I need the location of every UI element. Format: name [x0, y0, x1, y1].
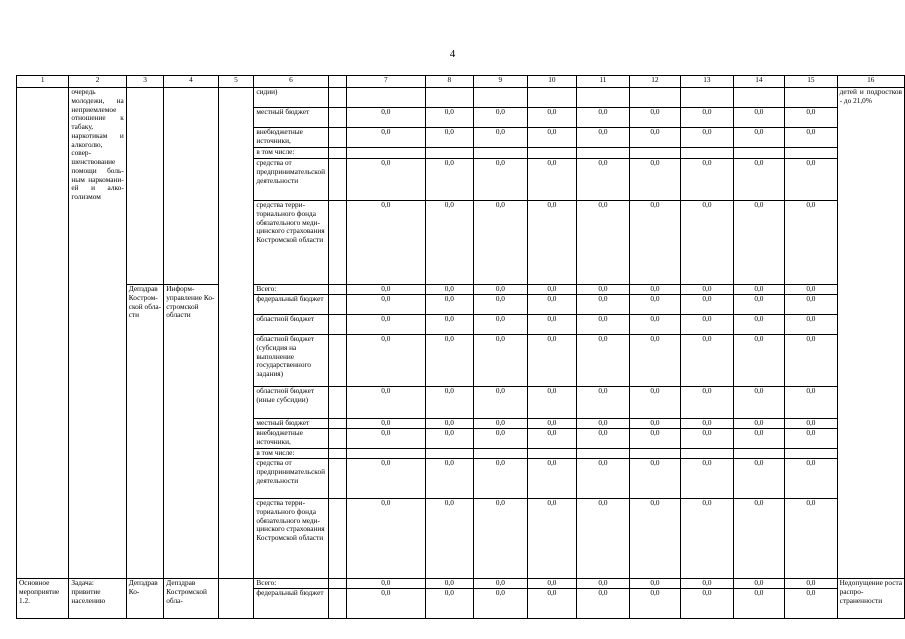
measure-name: Основное мероприятие 1.2.	[17, 579, 69, 619]
value-cell: 0,0	[681, 579, 733, 589]
value-cell: 0,0	[425, 589, 474, 619]
value-cell	[425, 88, 474, 108]
value-cell: 0,0	[681, 459, 733, 499]
value-cell: 0,0	[425, 459, 474, 499]
task-description: очередь молодежи, на неприемлемое отношение к табаку, наркотикам и алкоголю, совершенствование помощи больным наркоманией и алкоголизмом	[69, 88, 126, 579]
value-cell: 0,0	[347, 295, 425, 315]
value-cell: 0,0	[425, 285, 474, 295]
header-cell: 5	[218, 76, 254, 88]
value-cell: 0,0	[733, 108, 785, 128]
value-cell: 0,0	[577, 579, 629, 589]
value-cell	[474, 88, 527, 108]
value-cell: 0,0	[527, 108, 577, 128]
value-cell: 0,0	[527, 335, 577, 387]
value-cell: 0,0	[681, 315, 733, 335]
value-cell: 0,0	[527, 499, 577, 579]
value-cell	[425, 449, 474, 459]
source-label: областной бюджет (иные субсидии)	[254, 387, 328, 419]
value-cell: 0,0	[681, 159, 733, 201]
table-row	[17, 579, 905, 589]
value-cell: 0,0	[785, 459, 837, 499]
value-cell: 0,0	[347, 419, 425, 429]
value-cell: 0,0	[577, 159, 629, 201]
value-cell	[733, 449, 785, 459]
value-cell	[681, 88, 733, 108]
value-cell	[733, 88, 785, 108]
table-row	[17, 285, 905, 295]
value-cell	[347, 88, 425, 108]
source-label: в том числе:	[254, 148, 328, 159]
value-cell: 0,0	[733, 295, 785, 315]
page-number: 4	[449, 48, 456, 60]
value-cell	[347, 148, 425, 159]
value-cell: 0,0	[474, 159, 527, 201]
value-cell: 0,0	[733, 335, 785, 387]
value-cell: 0,0	[785, 295, 837, 315]
value-cell: 0,0	[733, 579, 785, 589]
value-cell: 0,0	[347, 387, 425, 419]
value-cell	[629, 88, 681, 108]
value-cell	[785, 449, 837, 459]
value-cell: 0,0	[347, 579, 425, 589]
value-cell: 0,0	[629, 201, 681, 285]
source-label: средства от предпринимательской деятельности	[254, 459, 328, 499]
spacer-cell	[328, 589, 346, 619]
value-cell: 0,0	[681, 108, 733, 128]
value-cell: 0,0	[629, 315, 681, 335]
spacer-cell	[328, 335, 346, 387]
result-indicator: детей и подростков - до 21,0%	[837, 88, 904, 579]
value-cell: 0,0	[629, 429, 681, 449]
value-cell: 0,0	[425, 419, 474, 429]
value-cell: 0,0	[347, 499, 425, 579]
value-cell: 0,0	[527, 387, 577, 419]
header-cell: 15	[785, 76, 837, 88]
value-cell	[577, 88, 629, 108]
spacer-cell	[328, 295, 346, 315]
value-cell: 0,0	[629, 335, 681, 387]
value-cell: 0,0	[347, 108, 425, 128]
header-cell: 13	[681, 76, 733, 88]
value-cell: 0,0	[425, 295, 474, 315]
source-label: средства территориального фонда обязательного медицинского страхования Костромской области	[254, 201, 328, 285]
col1-cell	[17, 88, 69, 579]
value-cell	[425, 148, 474, 159]
col5-cell	[218, 88, 254, 579]
col5-cell	[218, 579, 254, 619]
source-label: сидии)	[254, 88, 328, 108]
source-label: Всего:	[254, 285, 328, 295]
value-cell: 0,0	[733, 159, 785, 201]
spacer-cell	[328, 285, 346, 295]
source-label: средства территориального фонда обязательного медицинского страхования Костромской области	[254, 499, 328, 579]
executor-cell: Депздрав Ко-	[126, 579, 164, 619]
value-cell: 0,0	[577, 499, 629, 579]
source-label: федеральный бюджет	[254, 295, 328, 315]
value-cell: 0,0	[474, 387, 527, 419]
source-label: внебюджетные источники,	[254, 128, 328, 148]
value-cell: 0,0	[785, 589, 837, 619]
participant-cell: Информуправление Костромской области	[164, 285, 218, 579]
spacer-cell	[328, 429, 346, 449]
value-cell: 0,0	[425, 387, 474, 419]
value-cell: 0,0	[347, 429, 425, 449]
table-row	[17, 88, 905, 108]
executor-cell: Депздрав Костромской области	[126, 285, 164, 579]
value-cell: 0,0	[629, 579, 681, 589]
value-cell: 0,0	[577, 459, 629, 499]
value-cell: 0,0	[577, 387, 629, 419]
value-cell	[527, 88, 577, 108]
spacer-cell	[328, 88, 346, 108]
value-cell	[474, 148, 527, 159]
header-cell: 14	[733, 76, 785, 88]
value-cell: 0,0	[347, 335, 425, 387]
value-cell	[577, 449, 629, 459]
value-cell: 0,0	[425, 159, 474, 201]
value-cell: 0,0	[577, 201, 629, 285]
value-cell: 0,0	[681, 285, 733, 295]
value-cell: 0,0	[474, 128, 527, 148]
value-cell: 0,0	[785, 315, 837, 335]
value-cell: 0,0	[785, 419, 837, 429]
spacer-cell	[328, 579, 346, 589]
spacer-cell	[328, 499, 346, 579]
value-cell: 0,0	[474, 295, 527, 315]
value-cell: 0,0	[577, 285, 629, 295]
spacer-cell	[328, 159, 346, 201]
value-cell: 0,0	[425, 429, 474, 449]
header-cell: 4	[164, 76, 218, 88]
value-cell: 0,0	[629, 387, 681, 419]
value-cell: 0,0	[785, 128, 837, 148]
value-cell: 0,0	[347, 459, 425, 499]
source-label: федеральный бюджет	[254, 589, 328, 619]
spacer-cell	[328, 148, 346, 159]
source-label: местный бюджет	[254, 108, 328, 128]
value-cell: 0,0	[527, 419, 577, 429]
value-cell: 0,0	[347, 315, 425, 335]
value-cell: 0,0	[733, 499, 785, 579]
value-cell: 0,0	[425, 335, 474, 387]
value-cell: 0,0	[681, 589, 733, 619]
value-cell: 0,0	[474, 579, 527, 589]
value-cell: 0,0	[629, 128, 681, 148]
source-label: областной бюджет (субсидия на выполнение государственного задания)	[254, 335, 328, 387]
value-cell	[785, 88, 837, 108]
value-cell: 0,0	[425, 499, 474, 579]
spacer-cell	[328, 459, 346, 499]
value-cell: 0,0	[681, 499, 733, 579]
value-cell: 0,0	[733, 429, 785, 449]
value-cell: 0,0	[681, 128, 733, 148]
value-cell: 0,0	[733, 589, 785, 619]
value-cell: 0,0	[527, 295, 577, 315]
header-cell: 1	[17, 76, 69, 88]
value-cell: 0,0	[577, 419, 629, 429]
value-cell: 0,0	[425, 108, 474, 128]
value-cell: 0,0	[347, 128, 425, 148]
header-cell: 8	[425, 76, 474, 88]
value-cell: 0,0	[347, 159, 425, 201]
value-cell: 0,0	[347, 589, 425, 619]
value-cell: 0,0	[681, 387, 733, 419]
value-cell: 0,0	[629, 589, 681, 619]
value-cell: 0,0	[527, 315, 577, 335]
header-cell: 10	[527, 76, 577, 88]
value-cell: 0,0	[577, 128, 629, 148]
header-cell: 3	[126, 76, 164, 88]
value-cell: 0,0	[425, 128, 474, 148]
value-cell: 0,0	[347, 285, 425, 295]
value-cell: 0,0	[474, 285, 527, 295]
spacer-cell	[328, 201, 346, 285]
value-cell: 0,0	[527, 128, 577, 148]
value-cell: 0,0	[733, 419, 785, 429]
value-cell	[347, 449, 425, 459]
value-cell: 0,0	[629, 295, 681, 315]
value-cell: 0,0	[629, 419, 681, 429]
source-label: средства от предпринимательской деятельности	[254, 159, 328, 201]
value-cell: 0,0	[474, 108, 527, 128]
value-cell: 0,0	[577, 315, 629, 335]
value-cell: 0,0	[733, 459, 785, 499]
value-cell: 0,0	[785, 387, 837, 419]
value-cell: 0,0	[629, 459, 681, 499]
value-cell: 0,0	[347, 201, 425, 285]
source-label: областной бюджет	[254, 315, 328, 335]
value-cell: 0,0	[527, 201, 577, 285]
value-cell: 0,0	[527, 459, 577, 499]
value-cell: 0,0	[681, 295, 733, 315]
value-cell: 0,0	[474, 201, 527, 285]
spacer-cell	[328, 449, 346, 459]
col4-cell	[164, 88, 218, 285]
value-cell	[474, 449, 527, 459]
spacer-cell	[328, 315, 346, 335]
value-cell: 0,0	[785, 159, 837, 201]
value-cell: 0,0	[785, 579, 837, 589]
value-cell: 0,0	[577, 429, 629, 449]
value-cell: 0,0	[527, 589, 577, 619]
value-cell	[629, 449, 681, 459]
value-cell: 0,0	[577, 295, 629, 315]
value-cell: 0,0	[785, 335, 837, 387]
value-cell: 0,0	[681, 429, 733, 449]
header-cell: 9	[474, 76, 527, 88]
value-cell: 0,0	[577, 108, 629, 128]
col3-cell	[126, 88, 164, 285]
value-cell: 0,0	[733, 201, 785, 285]
value-cell: 0,0	[629, 108, 681, 128]
value-cell: 0,0	[785, 429, 837, 449]
value-cell: 0,0	[577, 335, 629, 387]
value-cell: 0,0	[681, 335, 733, 387]
header-cell: 6	[254, 76, 328, 88]
value-cell	[681, 148, 733, 159]
value-cell: 0,0	[785, 201, 837, 285]
value-cell: 0,0	[474, 499, 527, 579]
value-cell: 0,0	[785, 108, 837, 128]
value-cell: 0,0	[474, 315, 527, 335]
header-cell: 11	[577, 76, 629, 88]
value-cell: 0,0	[527, 429, 577, 449]
spacer-cell	[328, 128, 346, 148]
value-cell: 0,0	[733, 387, 785, 419]
value-cell: 0,0	[629, 159, 681, 201]
value-cell	[733, 148, 785, 159]
value-cell: 0,0	[785, 285, 837, 295]
participant-cell: Депздрав Костромской обла-	[164, 579, 218, 619]
value-cell	[629, 148, 681, 159]
header-cell: 2	[69, 76, 126, 88]
value-cell: 0,0	[681, 201, 733, 285]
value-cell: 0,0	[629, 285, 681, 295]
header-cell: 7	[347, 76, 425, 88]
value-cell	[527, 148, 577, 159]
value-cell: 0,0	[733, 315, 785, 335]
value-cell: 0,0	[577, 589, 629, 619]
value-cell	[681, 449, 733, 459]
header-cell: 12	[629, 76, 681, 88]
value-cell: 0,0	[629, 499, 681, 579]
task-description: Задача: привитие населению	[69, 579, 126, 619]
value-cell: 0,0	[474, 429, 527, 449]
value-cell: 0,0	[681, 419, 733, 429]
value-cell: 0,0	[425, 201, 474, 285]
value-cell: 0,0	[733, 285, 785, 295]
value-cell: 0,0	[425, 315, 474, 335]
value-cell: 0,0	[425, 579, 474, 589]
spacer-cell	[328, 387, 346, 419]
value-cell	[785, 148, 837, 159]
source-label: в том числе:	[254, 449, 328, 459]
budget-table	[16, 75, 905, 619]
source-label: местный бюджет	[254, 419, 328, 429]
source-label: внебюджетные источники,	[254, 429, 328, 449]
value-cell: 0,0	[474, 459, 527, 499]
value-cell: 0,0	[733, 128, 785, 148]
value-cell: 0,0	[474, 589, 527, 619]
spacer-cell	[328, 108, 346, 128]
result-indicator: Недопущение роста распространенности	[837, 579, 904, 619]
value-cell: 0,0	[527, 159, 577, 201]
value-cell: 0,0	[527, 579, 577, 589]
header-cell	[328, 76, 346, 88]
value-cell: 0,0	[474, 335, 527, 387]
header-cell: 16	[837, 76, 904, 88]
source-label: Всего:	[254, 579, 328, 589]
value-cell: 0,0	[527, 285, 577, 295]
value-cell: 0,0	[474, 419, 527, 429]
value-cell: 0,0	[785, 499, 837, 579]
header-row	[17, 76, 905, 88]
spacer-cell	[328, 419, 346, 429]
value-cell	[577, 148, 629, 159]
value-cell	[527, 449, 577, 459]
